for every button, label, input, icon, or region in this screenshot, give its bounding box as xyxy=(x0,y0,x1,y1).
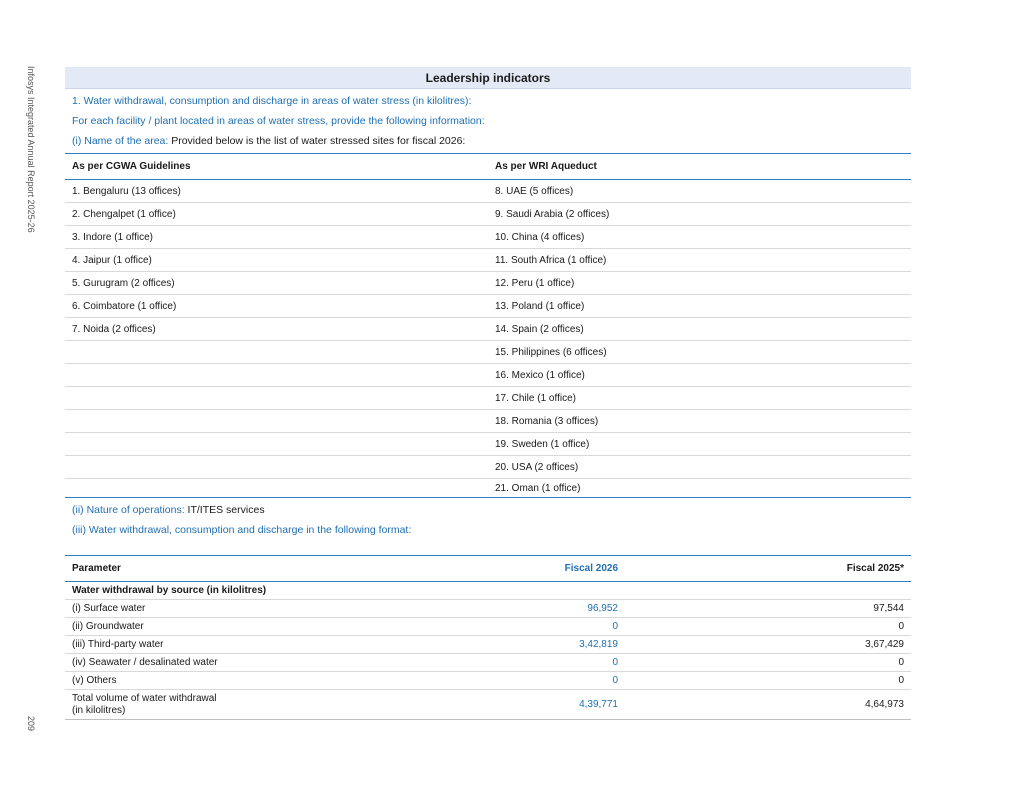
operations-value: IT/ITES services xyxy=(184,504,265,516)
param-name: (i) Surface water xyxy=(72,603,146,614)
sites-table-header xyxy=(65,153,911,180)
site-row xyxy=(65,364,911,387)
wri-site: 13. Poland (1 office) xyxy=(495,300,585,312)
site-row xyxy=(65,203,911,226)
param-row xyxy=(65,654,911,672)
param-fy26: 0 xyxy=(612,621,618,632)
param-fy26: 0 xyxy=(612,675,618,686)
area-name-text: Provided below is the list of water stressed sites for fiscal 2026: xyxy=(168,135,466,147)
water-withdrawal-table xyxy=(65,555,911,720)
wri-site: 14. Spain (2 offices) xyxy=(495,323,584,335)
wri-site: 19. Sweden (1 office) xyxy=(495,438,590,450)
total-row xyxy=(65,690,911,720)
cgwa-site: 2. Chengalpet (1 office) xyxy=(72,208,176,220)
param-name: (iii) Third-party water xyxy=(72,639,164,650)
intro-line-3 xyxy=(65,131,911,151)
format-line: (iii) Water withdrawal, consumption and discharge in the following format: xyxy=(72,524,412,536)
intro-line-2: For each facility / plant located in areas of water stress, provide the following information: xyxy=(72,115,485,127)
fiscal-2026-header: Fiscal 2026 xyxy=(564,563,618,574)
site-row xyxy=(65,295,911,318)
cgwa-site: 5. Gurugram (2 offices) xyxy=(72,277,175,289)
param-table-body xyxy=(65,600,911,690)
site-row xyxy=(65,226,911,249)
param-fy26: 0 xyxy=(612,657,618,668)
page-number: 209 xyxy=(26,716,36,732)
site-row xyxy=(65,479,911,498)
sites-table-body xyxy=(65,180,911,498)
param-fy25: 97,544 xyxy=(873,603,904,614)
sites-table xyxy=(65,153,911,498)
param-table-header xyxy=(65,555,911,582)
param-fy26: 96,952 xyxy=(587,603,618,614)
site-row xyxy=(65,387,911,410)
param-name: (ii) Groundwater xyxy=(72,621,144,632)
cgwa-site: 3. Indore (1 office) xyxy=(72,231,153,243)
param-fy25: 3,67,429 xyxy=(865,639,904,650)
wri-site: 10. China (4 offices) xyxy=(495,231,585,243)
site-row xyxy=(65,272,911,295)
wri-site: 20. USA (2 offices) xyxy=(495,461,579,473)
param-fy26: 3,42,819 xyxy=(579,639,618,650)
intro-line-1: 1. Water withdrawal, consumption and discharge in areas of water stress (in kilolitres): xyxy=(72,95,472,107)
site-row xyxy=(65,410,911,433)
wri-site: 11. South Africa (1 office) xyxy=(495,254,607,266)
param-name: (v) Others xyxy=(72,675,117,686)
cgwa-site: 1. Bengaluru (13 offices) xyxy=(72,185,181,197)
wri-site: 15. Philippines (6 offices) xyxy=(495,346,607,358)
total-label xyxy=(65,693,418,717)
report-side-title: Infosys Integrated Annual Report 2025-26 xyxy=(26,66,36,233)
section-header: Leadership indicators xyxy=(65,67,911,89)
param-row xyxy=(65,672,911,690)
area-name-label: (i) Name of the area: xyxy=(72,135,169,147)
param-fy25: 0 xyxy=(898,621,904,632)
parameter-header: Parameter xyxy=(72,563,121,574)
report-content xyxy=(65,67,911,720)
site-row xyxy=(65,433,911,456)
total-fy26: 4,39,771 xyxy=(579,699,618,710)
site-row xyxy=(65,456,911,479)
wri-site: 12. Peru (1 office) xyxy=(495,277,575,289)
wri-site: 18. Romania (3 offices) xyxy=(495,415,599,427)
operations-line xyxy=(65,500,911,520)
wri-header: As per WRI Aqueduct xyxy=(495,161,597,172)
wri-site: 8. UAE (5 offices) xyxy=(495,185,574,197)
wri-site: 9. Saudi Arabia (2 offices) xyxy=(495,208,610,220)
wri-site: 21. Oman (1 office) xyxy=(495,482,581,494)
param-fy25: 0 xyxy=(898,657,904,668)
operations-label: (ii) Nature of operations: xyxy=(72,504,185,516)
site-row xyxy=(65,180,911,203)
wri-site: 17. Chile (1 office) xyxy=(495,392,576,404)
site-row xyxy=(65,249,911,272)
total-label-line-2: (in kilolitres) xyxy=(72,704,126,716)
section-row xyxy=(65,582,911,600)
param-fy25: 0 xyxy=(898,675,904,686)
cgwa-site: 6. Coimbatore (1 office) xyxy=(72,300,177,312)
site-row xyxy=(65,341,911,364)
param-name: (iv) Seawater / desalinated water xyxy=(72,657,218,668)
section-label: Water withdrawal by source (in kilolitres) xyxy=(72,585,267,596)
fiscal-2025-header: Fiscal 2025* xyxy=(846,563,904,574)
wri-site: 16. Mexico (1 office) xyxy=(495,369,585,381)
total-fy25: 4,64,973 xyxy=(865,699,904,710)
total-label-line-1: Total volume of water withdrawal xyxy=(72,692,217,704)
param-row xyxy=(65,618,911,636)
cgwa-header: As per CGWA Guidelines xyxy=(72,161,191,172)
param-row xyxy=(65,636,911,654)
site-row xyxy=(65,318,911,341)
cgwa-site: 4. Jaipur (1 office) xyxy=(72,254,152,266)
param-row xyxy=(65,600,911,618)
cgwa-site: 7. Noida (2 offices) xyxy=(72,323,156,335)
